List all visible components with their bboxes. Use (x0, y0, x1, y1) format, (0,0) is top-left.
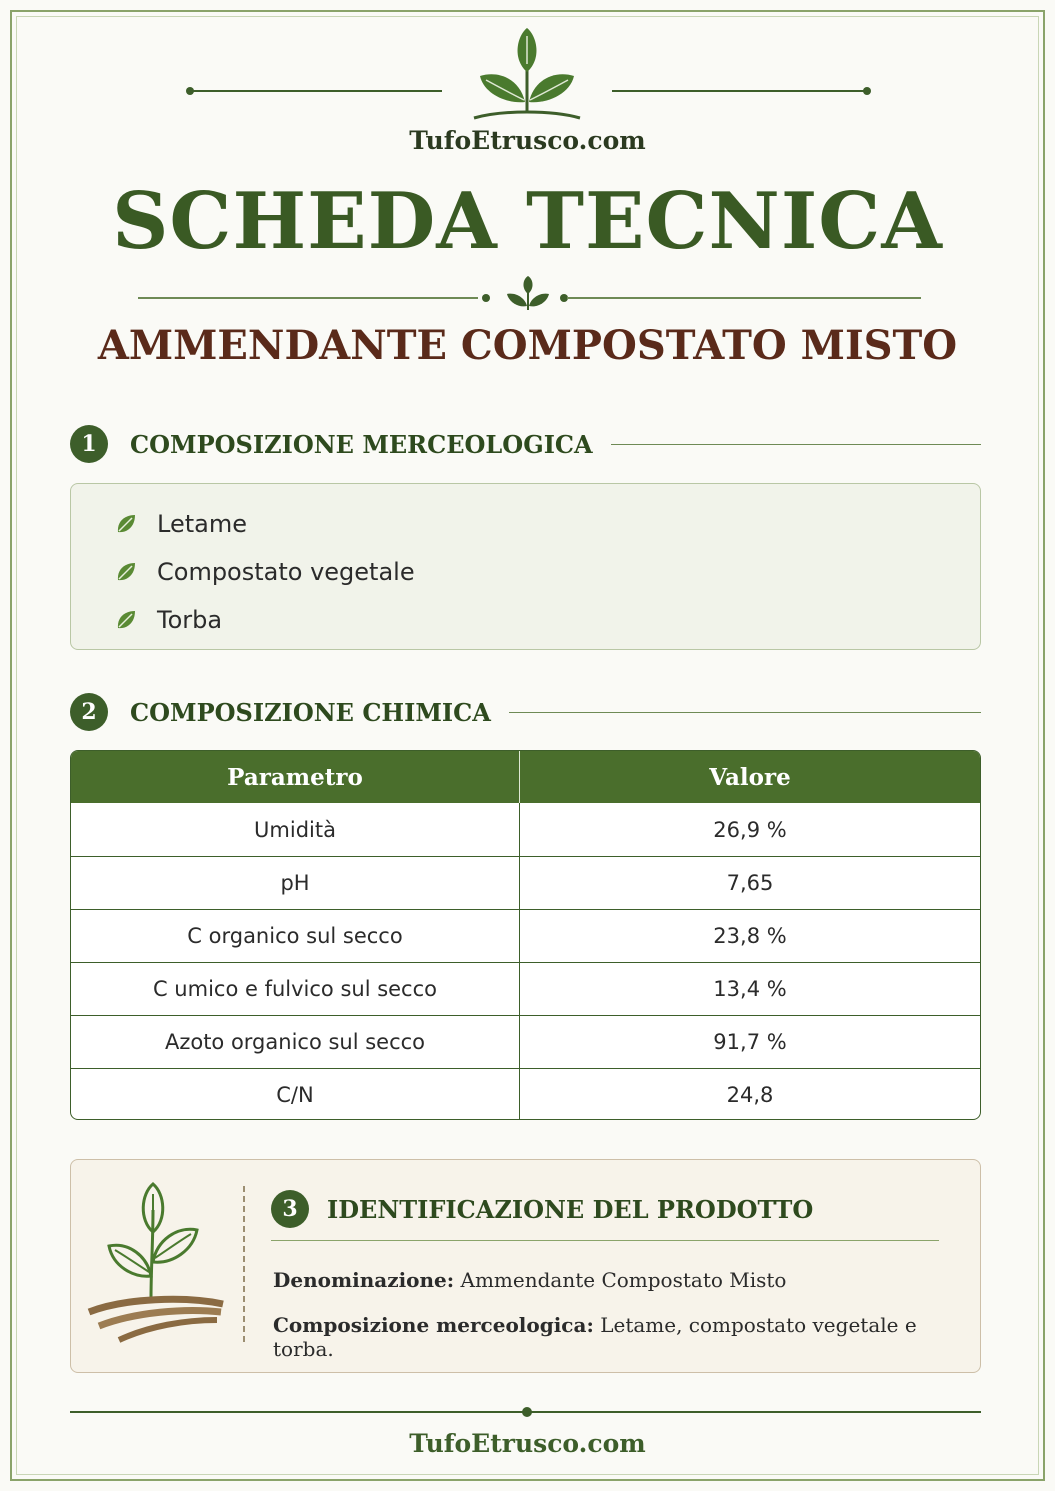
cell-valore: 7,65 (726, 871, 774, 895)
list-item-label: Letame (157, 510, 247, 538)
section1-title: COMPOSIZIONE MERCEOLOGICA (130, 429, 593, 459)
leaf-bullet-icon (115, 561, 137, 583)
denominazione-label: Denominazione: (273, 1268, 455, 1292)
denominazione-value: Ammendante Compostato Misto (460, 1268, 787, 1292)
dashed-separator (243, 1186, 245, 1342)
cell-valore: 91,7 % (713, 1030, 787, 1054)
cell-parametro: Umidità (71, 803, 520, 856)
column-header-valore: Valore (709, 763, 791, 791)
composition-list-box (70, 483, 981, 650)
denominazione-line (273, 1268, 786, 1292)
site-name-footer: TufoEtrusco.com (409, 1429, 646, 1458)
section2-title: COMPOSIZIONE CHIMICA (130, 697, 491, 727)
chemical-table (70, 750, 981, 1120)
rule-dot (186, 87, 194, 95)
table-row (71, 909, 980, 962)
section1-header (70, 424, 981, 464)
section2-number: 2 (70, 693, 108, 731)
product-subtitle: AMMENDANTE COMPOSTATO MISTO (97, 322, 958, 369)
cell-parametro: C umico e fulvico sul secco (71, 963, 520, 1015)
list-item (115, 548, 415, 596)
leaf-bullet-icon (115, 609, 137, 631)
rule-dot (482, 294, 490, 302)
table-body (71, 803, 980, 1120)
cell-valore: 26,9 % (713, 817, 787, 842)
cell-parametro: Azoto organico sul secco (71, 1016, 520, 1068)
cell-valore: 13,4 % (713, 977, 787, 1001)
section1-rule (611, 444, 981, 445)
composizione-value: Letame, compostato vegetale e torba. (273, 1313, 917, 1361)
section2-rule (509, 712, 981, 713)
cell-parametro: C organico sul secco (71, 910, 520, 962)
divider-rule-right (567, 297, 921, 299)
header-rule-right (612, 90, 867, 92)
list-item-label: Torba (157, 606, 223, 634)
table-row (71, 1068, 980, 1120)
sprout-divider-icon (503, 276, 553, 312)
rule-dot (863, 87, 871, 95)
column-header-parametro: Parametro (71, 751, 520, 803)
composizione-line (273, 1313, 980, 1361)
section2-header (70, 692, 981, 732)
header-rule-left (190, 90, 442, 92)
section3-number: 3 (271, 1190, 309, 1228)
section3-header (271, 1190, 813, 1228)
product-identification-box (70, 1159, 981, 1373)
table-row (71, 1015, 980, 1068)
table-row (71, 803, 980, 856)
section3-title: IDENTIFICAZIONE DEL PRODOTTO (327, 1194, 814, 1224)
composizione-label: Composizione merceologica: (273, 1313, 594, 1337)
cell-parametro: C/N (71, 1069, 520, 1120)
composition-list (115, 500, 415, 644)
section3-rule (271, 1240, 939, 1241)
page-title: SCHEDA TECNICA (112, 176, 943, 267)
table-row (71, 962, 980, 1015)
table-row (71, 856, 980, 909)
leaf-bullet-icon (115, 513, 137, 535)
sprout-logo-icon (472, 24, 582, 124)
cell-parametro: pH (71, 857, 520, 909)
rule-dot (522, 1407, 532, 1417)
cell-valore: 23,8 % (713, 924, 787, 948)
section1-number: 1 (70, 425, 108, 463)
table-header-row (71, 751, 980, 803)
divider-rule-left (138, 297, 478, 299)
plant-field-icon (85, 1180, 227, 1345)
list-item (115, 596, 415, 644)
cell-valore: 24,8 (726, 1083, 774, 1107)
list-item (115, 500, 415, 548)
list-item-label: Compostato vegetale (157, 558, 415, 586)
site-name-header: TufoEtrusco.com (409, 126, 646, 155)
